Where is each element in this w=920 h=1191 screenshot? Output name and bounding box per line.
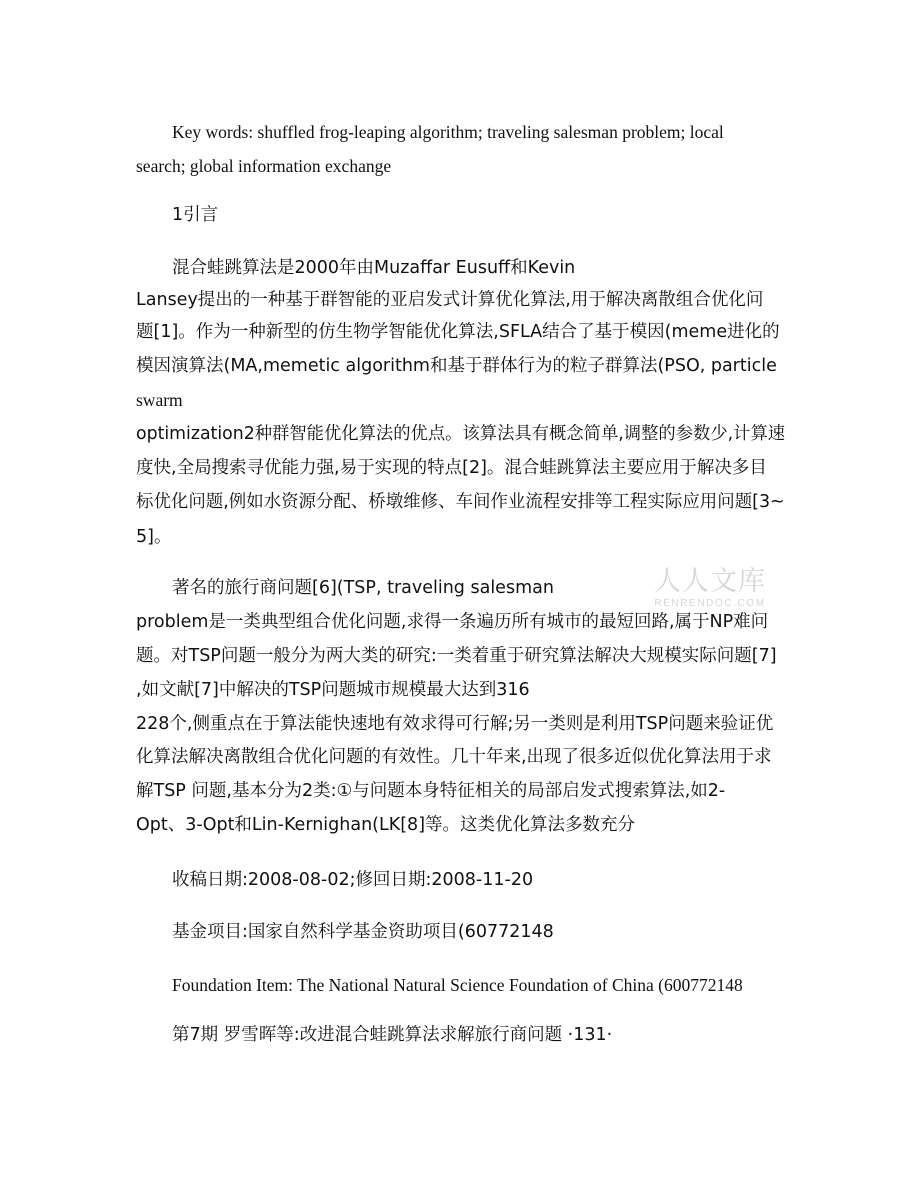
para2-line-7: 解TSP 问题,基本分为2类:①与问题本身特征相关的局部启发式搜索算法,如2- [136, 781, 726, 801]
para2-line-4: ,如文献[7]中解决的TSP问题城市规模最大达到316 [136, 680, 530, 700]
para2-line-5: 228个,侧重点在于算法能快速地有效求得可行解;另一类则是利用TSP问题来验证优 [136, 714, 774, 734]
para1-line-7: 度快,全局搜索寻优能力强,易于实现的特点[2]。混合蛙跳算法主要应用于解决多目 [136, 458, 767, 478]
para1-line-3: 题[1]。作为一种新型的仿生物学智能优化算法,SFLA结合了基于模因(meme进化的 [136, 322, 780, 342]
para2-line-2: problem是一类典型组合优化问题,求得一条遍历所有城市的最短回路,属于NP难问 [136, 612, 769, 632]
para1-line-8: 标优化问题,例如水资源分配、桥墩维修、车间作业流程安排等工程实际应用问题[3~ [136, 492, 785, 512]
section-heading: 1引言 [172, 205, 219, 225]
running-header: 第7期 罗雪晖等:改进混合蛙跳算法求解旅行商问题 ·131· [172, 1025, 613, 1045]
received-date: 收稿日期:2008-08-02;修回日期:2008-11-20 [172, 870, 534, 890]
para1-line-1: 混合蛙跳算法是2000年由Muzaffar Eusuff和Kevin [172, 258, 576, 278]
para2-line-8: Opt、3-Opt和Lin-Kernighan(LK[8]等。这类优化算法多数充分 [136, 815, 636, 835]
keywords-line-1: Key words: shuffled frog-leaping algorithm; traveling salesman problem; local [172, 122, 724, 142]
fund-item-cn: 基金项目:国家自然科学基金资助项目(60772148 [172, 922, 554, 942]
para2-line-6: 化算法解决离散组合优化问题的有效性。几十年来,出现了很多近似优化算法用于求 [136, 747, 772, 767]
watermark [648, 566, 772, 610]
para1-line-9: 5]。 [136, 527, 172, 547]
para2-line-1: 著名的旅行商问题[6](TSP, traveling salesman [172, 578, 554, 598]
para1-line-2: Lansey提出的一种基于群智能的亚启发式计算优化算法,用于解决离散组合优化问 [136, 290, 764, 310]
para2-line-3: 题。对TSP问题一般分为两大类的研究:一类着重于研究算法解决大规模实际问题[7] [136, 646, 777, 666]
keywords-line-2: search; global information exchange [136, 156, 392, 176]
watermark-en: RENRENDOC.COM [654, 598, 766, 609]
watermark-cn: 人人文库 [654, 566, 766, 597]
fund-item-en: Foundation Item: The National Natural Science Foundation of China (600772148 [172, 975, 743, 995]
para1-line-6: optimization2种群智能优化算法的优点。该算法具有概念简单,调整的参数少,计算速 [136, 424, 786, 444]
para1-line-4: 模因演算法(MA,memetic algorithm和基于群体行为的粒子群算法(PSO, particle [136, 356, 777, 376]
para1-line-5: swarm [136, 390, 183, 410]
